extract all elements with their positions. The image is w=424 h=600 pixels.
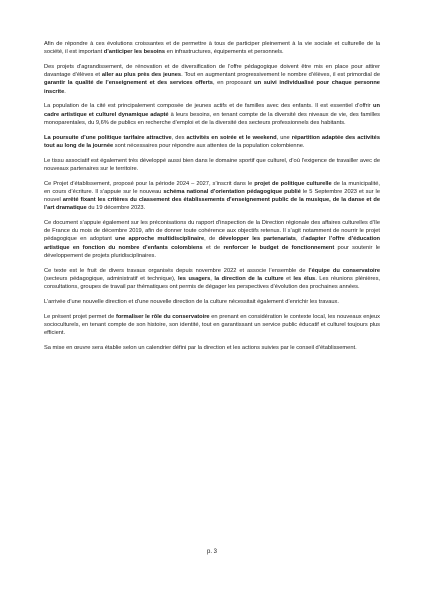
bold-text-run: les élus [293, 275, 316, 282]
text-run: sont nécessaires pour répondre aux attentes de la population colombienne. [113, 142, 305, 149]
paragraph [44, 219, 380, 260]
text-run: Des projets d’agrandissement, de rénovation et de diversification de l’offre pédagogique doivent être mis en place pour attirer davantage d’élèves et [44, 64, 380, 79]
paragraph [44, 102, 380, 127]
text-run: pour soutenir le développement de projets pluridisciplinaires. [44, 244, 381, 259]
text-run: et [283, 275, 294, 282]
text-run: de la municipalité, en cours d’écriture. Il s’appuie sur le nouveau [44, 180, 380, 195]
text-run: Le tissu associatif est également très développé aussi bien dans le domaine sportif que culturel, d’où l’exigence de travailler avec de nouveaux partenaires sur le territoire. [44, 157, 380, 172]
paragraph [44, 40, 380, 56]
text-run: L’arrivée d’une nouvelle direction et d’une nouvelle direction de la culture nécessitait également d’enrichir les travaux. [44, 298, 339, 305]
text-run: en prenant en considération le contexte local, les nouveaux enjeux socioculturels, en tenant compte de son histoire, son identité, tout en garantissant un service public éducatif et culturel toujours plus efficient. [44, 313, 381, 337]
text-run: en infrastructures, équipements et personnels. [165, 49, 284, 56]
bold-text-run: adapter l’offre d’éducation artistique en fonction du nombre d’enfants colombiens [44, 236, 381, 251]
text-run: (secteurs pédagogique, administratif et technique), [44, 275, 179, 282]
text-run: , de [204, 236, 219, 243]
bold-text-run: aller au plus près des jeunes [101, 72, 182, 79]
text-run: Le présent projet permet de [44, 313, 116, 320]
text-run: Afin de répondre à ces évolutions croissantes et de permettre à tous de participer pleinement à la vie sociale et culturelle de la société, il est important [44, 41, 380, 56]
bold-text-run: un suivi individualisé pour chaque personne inscrite [44, 80, 380, 95]
bold-text-run: garantir la qualité de l’enseignement et des services offerts [44, 80, 213, 87]
page-number: p. 3 [206, 549, 217, 555]
text-run: Sa mise en œuvre sera établie selon un calendrier défini par la direction et les actions suivies par le conseil d’établissement. [44, 344, 357, 351]
bold-text-run: schéma national d’orientation pédagogique publié [163, 188, 301, 195]
text-run: La population de la cité est principalement composée de jeunes actifs et de familles avec des enfants. Il est essentiel d’offrir [44, 103, 374, 110]
bold-text-run: projet de politique culturelle [254, 180, 332, 187]
paragraph [44, 180, 380, 213]
bold-text-run: une approche multidisciplinaire [115, 236, 205, 243]
paragraph [44, 267, 380, 292]
text-run: , d’ [295, 236, 306, 243]
bold-text-run: arrêté fixant les critères du classement des établissements d’enseignement public de la musique, de la danse et de l’art dramatique [44, 197, 380, 212]
text-run: et de [202, 244, 224, 251]
text-run: Ce Projet d’établissement, proposé pour la période 2024 – 2027, s’inscrit dans le [44, 180, 255, 187]
text-run: , en proposant [212, 80, 255, 87]
paragraph [44, 344, 380, 352]
bold-text-run: l’équipe du conservatoire [308, 267, 380, 274]
text-run: . [64, 88, 66, 95]
text-run: , des [171, 134, 187, 141]
text-run: Ce texte est le fruit de divers travaux organisés depuis novembre 2022 et associe l’ensemble de [44, 267, 309, 274]
paragraph [44, 134, 380, 150]
paragraph [44, 157, 380, 173]
document-body [44, 40, 380, 352]
text-run: . Les réunions plénières, consultations, groupes de travail par thématiques ont permis de dégager les perspectives d’évolution des prochaines années. [44, 275, 380, 291]
text-run: , une [276, 134, 292, 141]
bold-text-run: La poursuite d’une politique tarifaire attractive [44, 134, 172, 141]
text-run: à leurs besoins, en tenant compte de la diversité des niveaux de vie, des familles monoparentales, du 9,6% de publics en recherche d’emploi et de la diversité des secteurs professionnels des habitants. [44, 111, 381, 126]
bold-text-run: les usagers [178, 275, 211, 282]
bold-text-run: la direction de la culture [214, 275, 284, 282]
text-run: , [210, 275, 215, 282]
paragraph [44, 313, 380, 338]
paragraph [44, 63, 380, 96]
paragraph [44, 298, 380, 306]
bold-text-run: développer les partenariats [218, 236, 296, 243]
bold-text-run: d’anticiper les besoins [103, 49, 166, 56]
text-run: Ce document s’appuie également sur les préconisations du rapport d’inspection de la Direction régionale des affaires culturelles d’Ile de France du mois de décembre 2019, afin de donner toute cohérence aux objectifs retenus. Il s’agit notamment de nourrir le projet pédagogique en adoptant [44, 220, 380, 243]
bold-text-run: un cadre artistique et culturel dynamique adapté [44, 103, 380, 118]
text-run: du 19 décembre 2023. [86, 205, 146, 212]
bold-text-run: formaliser le rôle du conservatoire [115, 313, 210, 320]
bold-text-run: activités en soirée et le weekend [186, 134, 277, 141]
text-run: le 5 Septembre 2023 et sur le nouvel [44, 188, 380, 204]
bold-text-run: répartition adaptée des activités tout au long de la journée [44, 134, 380, 149]
text-run: . Tout en augmentant progressivement le nombre d’élèves, il est primordial de [181, 72, 381, 79]
bold-text-run: renforcer le budget de fonctionnement [223, 244, 335, 251]
